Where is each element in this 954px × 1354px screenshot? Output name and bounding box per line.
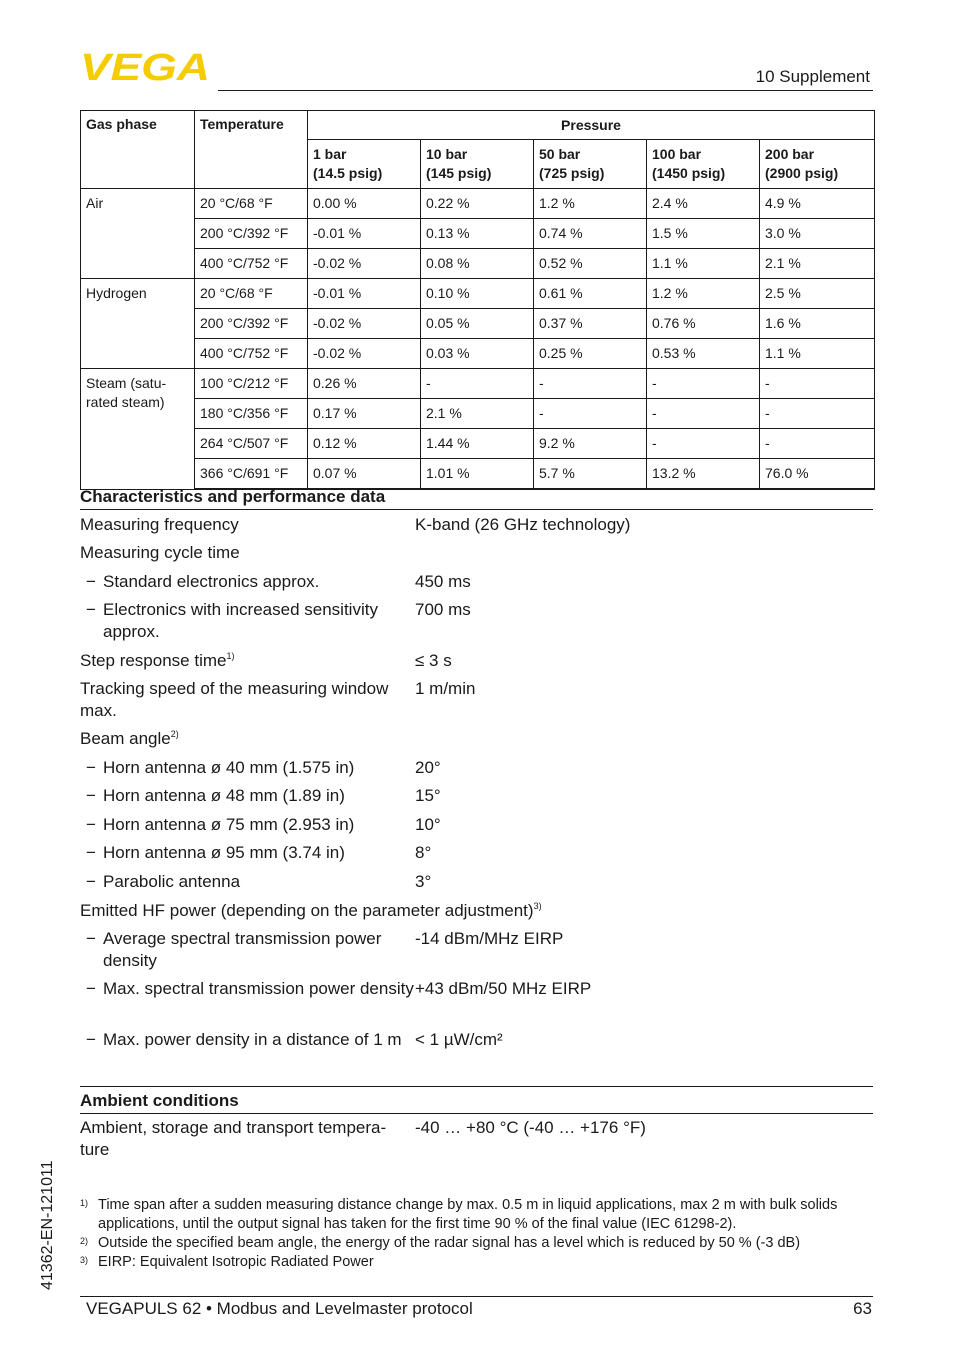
spec-value: +43 dBm/50 MHz EIRP xyxy=(415,979,592,998)
vega-logo xyxy=(80,50,212,82)
gas-phase-cell: Air xyxy=(81,189,195,279)
footer-title: VEGAPULS 62 • Modbus and Levelmaster protocol xyxy=(86,1299,473,1318)
spec-label: − Parabolic antenna xyxy=(86,871,421,893)
section-heading-ambient: Ambient conditions xyxy=(80,1086,873,1114)
value-cell: - xyxy=(421,369,534,399)
temperature-cell: 264 °C/507 °F xyxy=(195,429,308,459)
value-cell: 1.1 % xyxy=(760,339,875,369)
svg-text:VEGA: VEGA xyxy=(80,50,210,82)
table-row xyxy=(81,189,875,219)
footnote-number: 3) xyxy=(80,1255,89,1265)
spec-label: − Horn antenna ø 95 mm (3.74 in) xyxy=(86,842,421,864)
spec-label: Measuring frequency xyxy=(80,515,239,534)
col-temp-header: Temperature xyxy=(195,111,308,189)
footnote-number: 2) xyxy=(80,1236,89,1246)
section-label: 10 Supplement xyxy=(755,67,870,86)
spec-label: − Average spectral transmission power density xyxy=(86,928,421,972)
value-cell: 1.2 % xyxy=(647,279,760,309)
value-cell: - xyxy=(647,429,760,459)
value-cell: 2.5 % xyxy=(760,279,875,309)
value-cell: -0.02 % xyxy=(308,309,421,339)
pressure-header: 100 bar (1450 psig) xyxy=(647,140,760,189)
spec-value: 10° xyxy=(415,815,441,834)
footnote-text: EIRP: Equivalent Isotropic Radiated Power xyxy=(98,1254,374,1270)
spec-value: ≤ 3 s xyxy=(415,651,452,670)
document-id: 41362-EN-121011 xyxy=(39,1160,56,1290)
value-cell: 0.76 % xyxy=(647,309,760,339)
footer-rule xyxy=(80,1296,873,1297)
value-cell: 0.13 % xyxy=(421,219,534,249)
spec-label: − Standard electronics approx. xyxy=(86,571,421,593)
value-cell: 1.44 % xyxy=(421,429,534,459)
value-cell: 0.22 % xyxy=(421,189,534,219)
value-cell: -0.01 % xyxy=(308,219,421,249)
value-cell: 1.1 % xyxy=(647,249,760,279)
temperature-cell: 20 °C/68 °F xyxy=(195,279,308,309)
spec-value: 3° xyxy=(415,872,432,891)
pressure-header: 200 bar (2900 psig) xyxy=(760,140,875,189)
value-cell: 0.07 % xyxy=(308,459,421,490)
temperature-cell: 400 °C/752 °F xyxy=(195,249,308,279)
temperature-cell: 100 °C/212 °F xyxy=(195,369,308,399)
value-cell: - xyxy=(534,369,647,399)
gas-phase-cell: Hydrogen xyxy=(81,279,195,369)
spec-value: 700 ms xyxy=(415,600,471,619)
spec-label: Beam angle$^{2)}$ xyxy=(80,729,179,748)
value-cell: 1.6 % xyxy=(760,309,875,339)
value-cell: 0.05 % xyxy=(421,309,534,339)
spec-label: − Horn antenna ø 75 mm (2.953 in) xyxy=(86,814,421,836)
col-gas-header: Gas phase xyxy=(81,111,195,189)
footnotes xyxy=(80,1196,873,1272)
pressure-header: 50 bar (725 psig) xyxy=(534,140,647,189)
value-cell: 0.74 % xyxy=(534,219,647,249)
value-cell: 1.01 % xyxy=(421,459,534,490)
value-cell: 0.26 % xyxy=(308,369,421,399)
footnote xyxy=(80,1234,873,1253)
table-row xyxy=(81,249,875,279)
footnote-ref: 3) xyxy=(533,901,542,911)
value-cell: -0.02 % xyxy=(308,339,421,369)
header-rule xyxy=(218,90,873,91)
footnote xyxy=(80,1253,873,1272)
value-cell: 0.08 % xyxy=(421,249,534,279)
value-cell: - xyxy=(647,399,760,429)
spec-label: Step response time$^{1)}$ xyxy=(80,651,235,670)
temperature-cell: 200 °C/392 °F xyxy=(195,219,308,249)
value-cell: 5.7 % xyxy=(534,459,647,490)
value-cell: 2.4 % xyxy=(647,189,760,219)
spec-value: 15° xyxy=(415,786,441,805)
table-row xyxy=(81,309,875,339)
table-row xyxy=(81,369,875,399)
table-row xyxy=(81,219,875,249)
footnote-text: Time span after a sudden measuring distance change by max. 0.5 m in liquid applications, max 2 m with bulk solids applications, until the output signal has taken for the first time 90 % of the final value (IEC 61298-2). xyxy=(98,1197,838,1232)
spec-label: Measuring cycle time xyxy=(80,543,240,562)
temperature-cell: 400 °C/752 °F xyxy=(195,339,308,369)
value-cell: 0.17 % xyxy=(308,399,421,429)
value-cell: 1.5 % xyxy=(647,219,760,249)
temperature-cell: 366 °C/691 °F xyxy=(195,459,308,490)
value-cell: 0.10 % xyxy=(421,279,534,309)
value-cell: 0.53 % xyxy=(647,339,760,369)
value-cell: - xyxy=(534,399,647,429)
pressure-header: 1 bar (14.5 psig) xyxy=(308,140,421,189)
temperature-cell: 20 °C/68 °F xyxy=(195,189,308,219)
spec-label: Emitted HF power (depending on the parameter adjustment)$^{3)}$ xyxy=(80,901,542,920)
spec-value: K-band (26 GHz technology) xyxy=(415,515,631,534)
spec-label: Tracking speed of the measuring window max. xyxy=(80,679,389,720)
value-cell: 0.37 % xyxy=(534,309,647,339)
gas-deviation-table xyxy=(80,110,875,490)
table-row xyxy=(81,429,875,459)
spec-value: 20° xyxy=(415,758,441,777)
value-cell: 0.25 % xyxy=(534,339,647,369)
value-cell: 3.0 % xyxy=(760,219,875,249)
value-cell: 2.1 % xyxy=(421,399,534,429)
spec-label: − Max. power density in a distance of 1 m xyxy=(86,1029,421,1051)
value-cell: - xyxy=(760,429,875,459)
value-cell: 13.2 % xyxy=(647,459,760,490)
spec-value: 450 ms xyxy=(415,572,471,591)
col-pressure-header: Pressure xyxy=(308,111,875,140)
spec-value: -40 … +80 °C (-40 … +176 °F) xyxy=(415,1118,646,1137)
pressure-header: 10 bar (145 psig) xyxy=(421,140,534,189)
table-row xyxy=(81,279,875,309)
value-cell: - xyxy=(760,369,875,399)
value-cell: 0.52 % xyxy=(534,249,647,279)
value-cell: -0.02 % xyxy=(308,249,421,279)
temperature-cell: 180 °C/356 °F xyxy=(195,399,308,429)
value-cell: 1.2 % xyxy=(534,189,647,219)
table-row xyxy=(81,459,875,490)
spec-label: − Max. spectral transmission power density xyxy=(86,978,421,1000)
spec-value: -14 dBm/MHz EIRP xyxy=(415,929,564,948)
footnote-ref: 2) xyxy=(170,729,179,739)
value-cell: 76.0 % xyxy=(760,459,875,490)
footnote xyxy=(80,1196,873,1234)
section-heading-characteristics: Characteristics and performance data xyxy=(80,487,873,510)
value-cell: 0.03 % xyxy=(421,339,534,369)
spec-label: − Horn antenna ø 40 mm (1.575 in) xyxy=(86,757,421,779)
value-cell: 4.9 % xyxy=(760,189,875,219)
gas-phase-cell: Steam (satu- rated steam) xyxy=(81,369,195,490)
page-number: 63 xyxy=(853,1299,872,1318)
spec-value: 8° xyxy=(415,843,432,862)
footnote-number: 1) xyxy=(80,1198,89,1208)
value-cell: -0.01 % xyxy=(308,279,421,309)
value-cell: 2.1 % xyxy=(760,249,875,279)
value-cell: 0.00 % xyxy=(308,189,421,219)
spec-label: − Electronics with increased sensitivity approx. xyxy=(86,599,421,643)
footnote-ref: 1) xyxy=(226,651,235,661)
temperature-cell: 200 °C/392 °F xyxy=(195,309,308,339)
value-cell: - xyxy=(760,399,875,429)
table-row xyxy=(81,399,875,429)
spec-label: Ambient, storage and transport tempera- ture xyxy=(80,1118,387,1159)
footnote-text: Outside the specified beam angle, the energy of the radar signal has a level which is reduced by 50 % (-3 dB) xyxy=(98,1235,801,1251)
value-cell: 9.2 % xyxy=(534,429,647,459)
spec-value: 1 m/min xyxy=(415,679,476,698)
spec-label: − Horn antenna ø 48 mm (1.89 in) xyxy=(86,785,421,807)
value-cell: 0.61 % xyxy=(534,279,647,309)
spec-value: < 1 µW/cm² xyxy=(415,1030,503,1049)
value-cell: 0.12 % xyxy=(308,429,421,459)
value-cell: - xyxy=(647,369,760,399)
table-row xyxy=(81,339,875,369)
